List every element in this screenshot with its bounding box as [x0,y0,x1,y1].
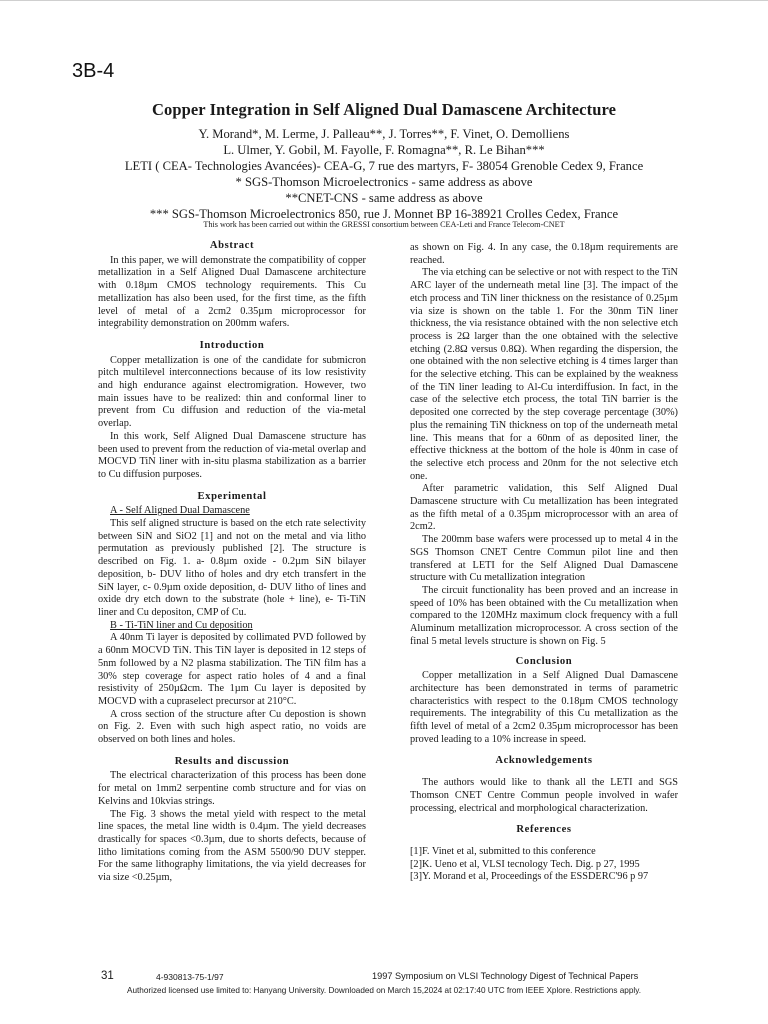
author-block [60,126,708,222]
isbn-code: 4-930813-75-1/97 [156,972,224,982]
consortium-note: This work has been carried out within the GRESSI consortium between CEA-Leti and France Telecom-CNET [203,220,565,229]
section-heading: Introduction [199,339,265,351]
author-line: Y. Morand*, M. Lerme, J. Palleau**, J. Torres**, F. Vinet, O. Demolliens [198,127,570,141]
section-heading: Abstract [209,240,255,251]
paragraph: The authors would like to thank all the LETI and SGS Thomson CNET Centre Commun people involved in wafer processing, electrical and morphological characterization. [410,777,678,814]
license-notice: Authorized licensed use limited to: Hanyang University. Downloaded on March 15,2024 at 02:17:40 UTC from IEEE Xplore. Restrictions apply. [127,986,641,995]
paragraph: Copper metallization is one of the candidate for submicron pitch multilevel interconnections because of its low resistivity and high endurance against electromigration. However, two main issues have to be realized: thin and conformal liner to prevent from Cu diffusion and reduction of the via-metal overlap. [98,354,366,430]
section-heading: Experimental [197,490,267,502]
paragraph: The via etching can be selective or not with respect to the TiN ARC layer of the underneath metal line [3]. The impact of the etch process and TiN liner thickness on the resistance of 0.25µm via size is shown on the table 1. For the 30nm TiN liner thickness, the via resistance obtained with the non selective etch process is 2Ω larger than the one obtained with the selective etching (2.8Ω versus 0.8Ω). When regarding the dispersion, the one obtained with the non selective etching is 4 times larger than for the selective etching. This can be explained by the weakness of the TiN liner leading to Al-Cu interdiffusion. In fact, in the case of the selective etch process, the total TiN barrier is the deposited one corrected by the step coverage percentage (30%) plus the remaining TiN thickness on top of the underneath metal line. This means that for a 60nm of as deposited liner, the effective thickness at the bottom of the hole is 40nm in case of the selective etch process and 20nm for the not selective etch one. [410,267,678,482]
affiliation-line: * SGS-Thomson Microelectronics - same address as above [235,175,533,189]
reference-item: [2]K. Ueno et al, VLSI tecnology Tech. Dig. p 27, 1995 [410,858,640,870]
section-heading: Results and discussion [174,755,290,767]
reference-list [410,846,678,884]
paragraph: After parametric validation, this Self Aligned Dual Damascene structure with Cu metallization has been integrated as the fifth metal of a 0.35µm microprocessor with an area of 2cm2. [410,483,678,533]
affiliation-line: LETI ( CEA- Technologies Avancées)- CEA-G, 7 rue des martyrs, F- 38054 Grenoble Cedex 9, France [124,159,644,173]
reference-item: [1]F. Vinet et al, submitted to this conference [410,845,596,857]
section-heading: References [516,824,572,836]
affiliation-line: *** SGS-Thomson Microelectronics 850, rue J. Monnet BP 16-38921 Crolles Cedex, France [149,207,619,221]
paragraph: The Fig. 3 shows the metal yield with respect to the metal line spaces, the metal line width is 0.4µm. The yield decreases drastically for spaces <0.3µm, due to shorts defects, because of litho limitations coming from the ASM 5500/90 DUV stepper. For the same lithography limitations, the via yield decreases for via size <0.25µm, [98,808,366,884]
paragraph: Copper metallization in a Self Aligned Dual Damascene architecture has been demonstrated in terms of parametric characteristics with respect to the 0.18µm CMOS technology requirements. The integrability of this Cu metallization as the fifth level of metal of a 2cm2 0.35µm microprocessor has been proved leading to a 10% increase in speed. [410,670,678,745]
right-column [410,242,678,884]
paragraph: The 200mm base wafers were processed up to metal 4 in the SGS Thomson CNET Centre Commun pilot line and then transfered at LETI for the Self Aligned Dual Damascene structure with Cu metallization integration [410,534,678,584]
section-heading: Conclusion [515,655,573,667]
paragraph: A cross section of the structure after Cu depostion is shown on Fig. 2. Even with such high aspect ratio, no voids are observed on both lines and holes. [98,708,366,746]
subsection-heading: B - Ti-TiN liner and Cu deposition [110,619,253,631]
paragraph: A 40nm Ti layer is deposited by collimated PVD followed by a 60nm MOCVD TiN. This TiN layer is deposited in 12 steps of 5nm followed by a N2 plasma stabilization. The TiN film has a 30% step coverage for aspect ratio holes of 4 and a final resistivity of 250µΩcm. The 1µm Cu layer is deposited by MOCVD with a cupraselect precursor at 210°C. [98,632,366,707]
left-column [98,240,366,885]
reference-item: [3]Y. Morand et al, Proceedings of the ESSDERC'96 p 97 [410,871,649,883]
paragraph: The circuit functionality has been proved and an increase in speed of 10% has been obtained with the Cu metallization when compared to the 120MHz maximum clock frequency with a full Aluminum metallization microprocessor. A cross section of the final 5 metal levels structure is shown on Fig. 5 [410,584,678,647]
symposium-name: 1997 Symposium on VLSI Technology Digest of Technical Papers [372,971,639,981]
page-footer [0,970,768,984]
paragraph: In this paper, we will demonstrate the compatibility of copper metallization in a Self Aligned Dual Damascene architecture with 0.18µm CMOS technology requirements. This Cu metallization has also been used, for the first time, as the fifth level of metal of a 2cm2 0.35µm microprocessor for integrability demonstration on 200mm wafers. [98,254,366,330]
page-number: 31 [101,970,114,982]
paper-title: Copper Integration in Self Aligned Dual Damascene Architecture [151,100,617,119]
subsection-heading: A - Self Aligned Dual Damascene [110,505,250,517]
paragraph: The electrical characterization of this process has been done for metal on 1mm2 serpentine comb structure and for vias on Kelvins and 10kvias strings. [98,770,366,807]
top-rule [0,0,768,1]
paragraph: This self aligned structure is based on the etch rate selectivity between SiN and SiO2 [1] and not on the metal and via litho permutation as previously published [2]. The structure is described on Fig. 1. a- 0.8µm oxide - 0.2µm SiN bilayer deposition, b- DUV litho of holes and dry etch transfert in the SiN layer, c- 0.9µm oxide deposition, d- DUV litho of lines and oxide dry etch down to the substrate (hole + line), e- Ti-TiN liner and Cu depositon, CMP of Cu. [98,518,366,618]
affiliation-line: **CNET-CNS - same address as above [285,191,483,205]
paragraph: In this work, Self Aligned Dual Damascene structure has been used to prevent from the reduction of via-metal overlap and MOCVD TiN liner with in-situ plasma stabilization as a barrier to Cu diffusion purposes. [98,430,366,480]
paragraph: as shown on Fig. 4. In any case, the 0.18µm requirements are reached. [410,242,678,266]
session-label: 3B-4 [72,60,115,82]
author-line: L. Ulmer, Y. Gobil, M. Fayolle, F. Romagna**, R. Le Bihan*** [223,143,545,157]
section-heading: Acknowledgements [495,755,593,767]
